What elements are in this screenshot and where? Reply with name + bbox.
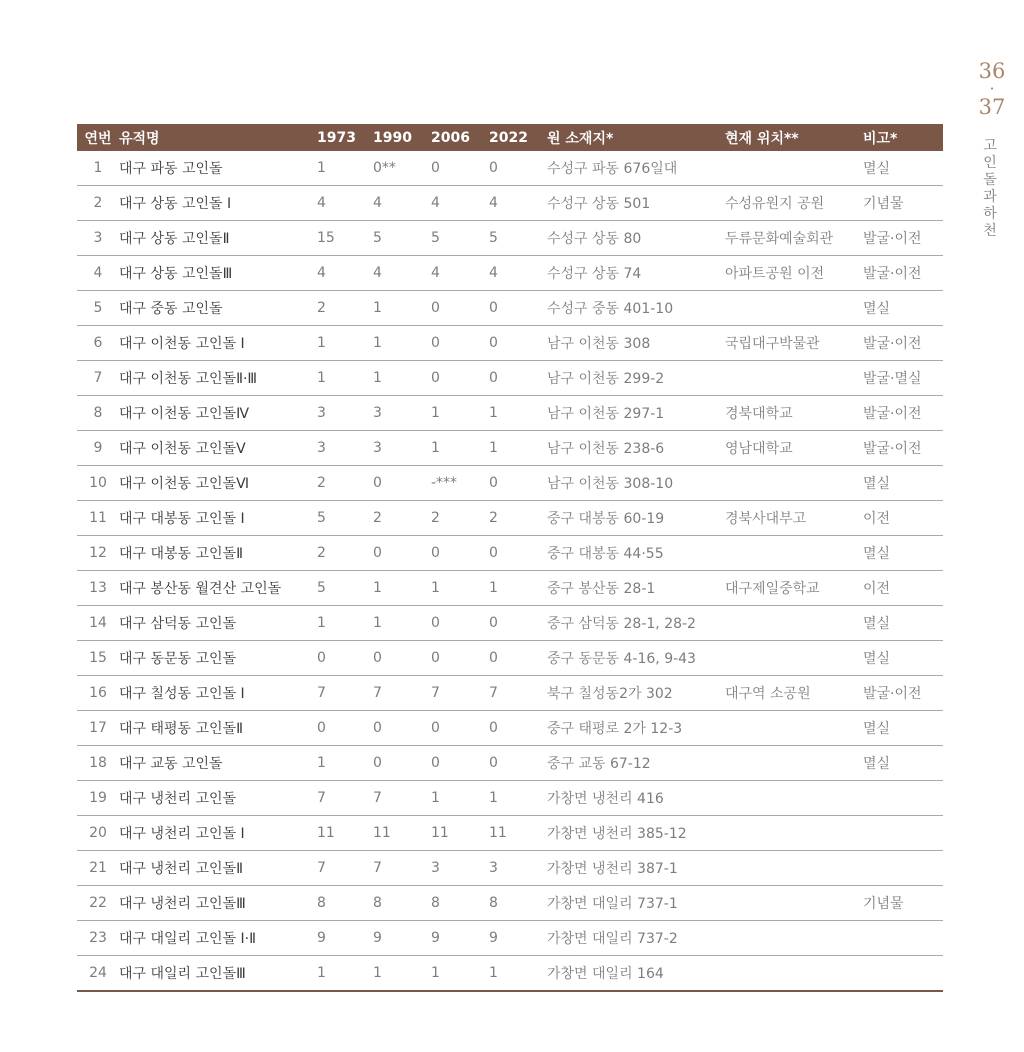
cell-count-2022: 1 [489, 956, 547, 992]
cell-count-1990: 0 [373, 711, 431, 746]
cell-origin-location: 남구 이천동 308 [547, 326, 725, 361]
cell-count-2006: 8 [431, 886, 489, 921]
cell-no: 9 [77, 431, 119, 466]
cell-note: 발굴·이전 [863, 326, 943, 361]
cell-count-1973: 1 [317, 151, 373, 186]
cell-count-2022: 8 [489, 886, 547, 921]
cell-origin-location: 중구 태평로 2가 12-3 [547, 711, 725, 746]
cell-count-2006: 0 [431, 326, 489, 361]
table-row [77, 886, 943, 921]
cell-site-name: 대구 냉천리 고인돌 Ⅰ [119, 816, 317, 851]
table-row [77, 361, 943, 396]
table-row [77, 641, 943, 676]
cell-note: 멸실 [863, 606, 943, 641]
cell-count-2022: 1 [489, 571, 547, 606]
cell-site-name: 대구 대일리 고인돌Ⅲ [119, 956, 317, 992]
table-row [77, 536, 943, 571]
cell-site-name: 대구 대봉동 고인돌 Ⅰ [119, 501, 317, 536]
cell-origin-location: 중구 삼덕동 28-1, 28-2 [547, 606, 725, 641]
cell-current-location [725, 851, 863, 886]
table-row [77, 781, 943, 816]
cell-current-location [725, 746, 863, 781]
table-row [77, 851, 943, 886]
cell-current-location [725, 151, 863, 186]
cell-count-1990: 3 [373, 396, 431, 431]
cell-count-1973: 9 [317, 921, 373, 956]
table-row [77, 921, 943, 956]
cell-origin-location: 수성구 상동 501 [547, 186, 725, 221]
side-title-char: 천 [983, 223, 997, 239]
cell-site-name: 대구 중동 고인돌 [119, 291, 317, 326]
cell-count-2022: 1 [489, 431, 547, 466]
cell-origin-location: 북구 칠성동2가 302 [547, 676, 725, 711]
cell-origin-location: 수성구 중동 401-10 [547, 291, 725, 326]
cell-note: 멸실 [863, 151, 943, 186]
side-title-char: 하 [983, 206, 997, 222]
cell-count-1990: 1 [373, 326, 431, 361]
cell-note: 기념물 [863, 886, 943, 921]
cell-origin-location: 중구 봉산동 28-1 [547, 571, 725, 606]
cell-note: 발굴·이전 [863, 431, 943, 466]
cell-count-2006: 1 [431, 781, 489, 816]
cell-no: 6 [77, 326, 119, 361]
table-row [77, 676, 943, 711]
cell-current-location [725, 711, 863, 746]
cell-site-name: 대구 대봉동 고인돌Ⅱ [119, 536, 317, 571]
cell-count-1973: 5 [317, 501, 373, 536]
cell-count-2006: 0 [431, 291, 489, 326]
cell-site-name: 대구 이천동 고인돌Ⅱ·Ⅲ [119, 361, 317, 396]
cell-count-2022: 0 [489, 466, 547, 501]
cell-count-2006: 11 [431, 816, 489, 851]
cell-site-name: 대구 냉천리 고인돌Ⅲ [119, 886, 317, 921]
cell-count-2006: 0 [431, 536, 489, 571]
cell-current-location [725, 291, 863, 326]
cell-origin-location: 가창면 냉천리 416 [547, 781, 725, 816]
cell-origin-location: 남구 이천동 308-10 [547, 466, 725, 501]
cell-note: 멸실 [863, 291, 943, 326]
cell-count-2006: 3 [431, 851, 489, 886]
cell-no: 8 [77, 396, 119, 431]
cell-count-1990: 4 [373, 186, 431, 221]
cell-count-2006: 7 [431, 676, 489, 711]
cell-origin-location: 수성구 상동 80 [547, 221, 725, 256]
cell-current-location: 두류문화예술회관 [725, 221, 863, 256]
cell-count-1990: 1 [373, 291, 431, 326]
cell-count-1990: 1 [373, 606, 431, 641]
cell-note [863, 781, 943, 816]
cell-count-1973: 1 [317, 956, 373, 992]
cell-count-2006: 4 [431, 186, 489, 221]
header-current: 현재 위치** [725, 124, 863, 151]
table-row [77, 221, 943, 256]
cell-count-2006: 0 [431, 606, 489, 641]
cell-site-name: 대구 상동 고인돌Ⅲ [119, 256, 317, 291]
cell-note: 발굴·이전 [863, 256, 943, 291]
page-number [974, 60, 1010, 118]
cell-count-1973: 3 [317, 396, 373, 431]
cell-count-2022: 0 [489, 361, 547, 396]
cell-count-2022: 1 [489, 396, 547, 431]
cell-note: 기념물 [863, 186, 943, 221]
cell-site-name: 대구 이천동 고인돌Ⅳ [119, 396, 317, 431]
cell-note: 이전 [863, 501, 943, 536]
cell-count-1990: 2 [373, 501, 431, 536]
cell-site-name: 대구 이천동 고인돌 Ⅰ [119, 326, 317, 361]
cell-origin-location: 중구 교동 67-12 [547, 746, 725, 781]
cell-current-location: 경북사대부고 [725, 501, 863, 536]
cell-origin-location: 가창면 대일리 737-2 [547, 921, 725, 956]
dolmen-sites-table [77, 124, 943, 992]
cell-count-2022: 11 [489, 816, 547, 851]
cell-no: 12 [77, 536, 119, 571]
table-header-row [77, 124, 943, 151]
cell-count-1990: 5 [373, 221, 431, 256]
cell-count-2022: 5 [489, 221, 547, 256]
cell-site-name: 대구 이천동 고인돌Ⅵ [119, 466, 317, 501]
cell-count-2006: 0 [431, 151, 489, 186]
cell-origin-location: 가창면 대일리 164 [547, 956, 725, 992]
cell-count-2022: 0 [489, 151, 547, 186]
cell-count-2006: 1 [431, 431, 489, 466]
cell-count-2022: 2 [489, 501, 547, 536]
side-title-char: 돌 [983, 172, 997, 188]
cell-origin-location: 남구 이천동 299-2 [547, 361, 725, 396]
cell-count-1973: 7 [317, 781, 373, 816]
cell-site-name: 대구 대일리 고인돌 Ⅰ·Ⅱ [119, 921, 317, 956]
cell-current-location: 대구역 소공원 [725, 676, 863, 711]
cell-note [863, 921, 943, 956]
cell-site-name: 대구 냉천리 고인돌Ⅱ [119, 851, 317, 886]
cell-count-1973: 8 [317, 886, 373, 921]
cell-count-1990: 0 [373, 641, 431, 676]
cell-count-2022: 9 [489, 921, 547, 956]
header-2022: 2022 [489, 124, 547, 151]
cell-origin-location: 중구 대봉동 44·55 [547, 536, 725, 571]
cell-site-name: 대구 상동 고인돌 Ⅰ [119, 186, 317, 221]
cell-no: 13 [77, 571, 119, 606]
header-no: 연번 [77, 124, 119, 151]
cell-no: 20 [77, 816, 119, 851]
table-row [77, 256, 943, 291]
cell-current-location [725, 466, 863, 501]
cell-site-name: 대구 칠성동 고인돌 Ⅰ [119, 676, 317, 711]
cell-current-location [725, 816, 863, 851]
cell-no: 17 [77, 711, 119, 746]
cell-origin-location: 남구 이천동 238-6 [547, 431, 725, 466]
cell-origin-location: 가창면 냉천리 385-12 [547, 816, 725, 851]
cell-current-location [725, 921, 863, 956]
header-origin: 원 소재지* [547, 124, 725, 151]
cell-count-2022: 0 [489, 711, 547, 746]
header-1973: 1973 [317, 124, 373, 151]
cell-note: 이전 [863, 571, 943, 606]
cell-count-2022: 0 [489, 326, 547, 361]
table-row [77, 571, 943, 606]
cell-count-2022: 3 [489, 851, 547, 886]
cell-count-2006: 5 [431, 221, 489, 256]
cell-count-1990: 7 [373, 851, 431, 886]
cell-count-2006: 1 [431, 396, 489, 431]
cell-count-1990: 4 [373, 256, 431, 291]
table-row [77, 466, 943, 501]
cell-count-2006: -*** [431, 466, 489, 501]
cell-count-2006: 4 [431, 256, 489, 291]
cell-count-2006: 1 [431, 956, 489, 992]
cell-no: 1 [77, 151, 119, 186]
cell-no: 16 [77, 676, 119, 711]
cell-no: 3 [77, 221, 119, 256]
cell-current-location: 경북대학교 [725, 396, 863, 431]
cell-count-1990: 8 [373, 886, 431, 921]
cell-no: 14 [77, 606, 119, 641]
cell-current-location: 아파트공원 이전 [725, 256, 863, 291]
cell-site-name: 대구 삼덕동 고인돌 [119, 606, 317, 641]
cell-count-1973: 5 [317, 571, 373, 606]
cell-count-1973: 1 [317, 361, 373, 396]
cell-count-1973: 4 [317, 256, 373, 291]
table-row [77, 956, 943, 992]
cell-origin-location: 수성구 파동 676일대 [547, 151, 725, 186]
table-row [77, 291, 943, 326]
table-row [77, 431, 943, 466]
cell-note [863, 816, 943, 851]
cell-count-1990: 1 [373, 571, 431, 606]
table-row [77, 711, 943, 746]
cell-current-location: 영남대학교 [725, 431, 863, 466]
cell-count-2022: 0 [489, 606, 547, 641]
cell-current-location: 수성유원지 공원 [725, 186, 863, 221]
cell-count-1973: 0 [317, 711, 373, 746]
cell-count-1973: 7 [317, 851, 373, 886]
cell-current-location [725, 956, 863, 992]
cell-count-1990: 0 [373, 466, 431, 501]
page-number-left: 36 [978, 59, 1006, 83]
cell-count-1973: 1 [317, 326, 373, 361]
table-row [77, 606, 943, 641]
cell-count-2006: 0 [431, 711, 489, 746]
page-number-right: 37 [978, 95, 1006, 119]
cell-no: 15 [77, 641, 119, 676]
cell-current-location [725, 886, 863, 921]
side-title-char: 인 [983, 155, 997, 171]
cell-count-1990: 0** [373, 151, 431, 186]
cell-count-1973: 15 [317, 221, 373, 256]
cell-count-1973: 4 [317, 186, 373, 221]
cell-site-name: 대구 이천동 고인돌Ⅴ [119, 431, 317, 466]
cell-site-name: 대구 봉산동 월견산 고인돌 [119, 571, 317, 606]
cell-count-1990: 9 [373, 921, 431, 956]
cell-count-2006: 0 [431, 746, 489, 781]
cell-origin-location: 남구 이천동 297-1 [547, 396, 725, 431]
cell-count-2006: 0 [431, 641, 489, 676]
cell-site-name: 대구 태평동 고인돌Ⅱ [119, 711, 317, 746]
cell-site-name: 대구 동문동 고인돌 [119, 641, 317, 676]
cell-count-1990: 1 [373, 361, 431, 396]
cell-count-1973: 3 [317, 431, 373, 466]
header-note: 비고* [863, 124, 943, 151]
cell-current-location [725, 606, 863, 641]
side-title-char: 고 [983, 138, 997, 154]
cell-no: 5 [77, 291, 119, 326]
cell-count-2022: 4 [489, 256, 547, 291]
table-row [77, 501, 943, 536]
cell-count-1990: 7 [373, 676, 431, 711]
cell-count-1973: 7 [317, 676, 373, 711]
cell-current-location [725, 641, 863, 676]
cell-count-1973: 2 [317, 291, 373, 326]
cell-no: 19 [77, 781, 119, 816]
cell-count-1990: 11 [373, 816, 431, 851]
header-1990: 1990 [373, 124, 431, 151]
cell-no: 11 [77, 501, 119, 536]
cell-note: 발굴·이전 [863, 221, 943, 256]
cell-no: 24 [77, 956, 119, 992]
cell-count-1973: 1 [317, 746, 373, 781]
table-body [77, 151, 943, 991]
cell-count-1990: 0 [373, 746, 431, 781]
cell-note: 멸실 [863, 536, 943, 571]
cell-count-2022: 0 [489, 291, 547, 326]
cell-no: 7 [77, 361, 119, 396]
cell-origin-location: 가창면 냉천리 387-1 [547, 851, 725, 886]
cell-count-2006: 2 [431, 501, 489, 536]
cell-no: 4 [77, 256, 119, 291]
cell-site-name: 대구 파동 고인돌 [119, 151, 317, 186]
cell-count-2022: 0 [489, 536, 547, 571]
cell-count-2022: 4 [489, 186, 547, 221]
table-row [77, 816, 943, 851]
table-row [77, 186, 943, 221]
cell-note: 발굴·이전 [863, 396, 943, 431]
header-name: 유적명 [119, 124, 317, 151]
cell-current-location: 국립대구박물관 [725, 326, 863, 361]
cell-no: 21 [77, 851, 119, 886]
cell-no: 23 [77, 921, 119, 956]
cell-note: 발굴·이전 [863, 676, 943, 711]
cell-origin-location: 가창면 대일리 737-1 [547, 886, 725, 921]
cell-note: 발굴·멸실 [863, 361, 943, 396]
header-2006: 2006 [431, 124, 489, 151]
cell-current-location: 대구제일중학교 [725, 571, 863, 606]
cell-origin-location: 중구 동문동 4-16, 9-43 [547, 641, 725, 676]
cell-note: 멸실 [863, 466, 943, 501]
cell-count-2022: 1 [489, 781, 547, 816]
cell-no: 10 [77, 466, 119, 501]
side-title-char: 과 [983, 189, 997, 205]
cell-no: 18 [77, 746, 119, 781]
cell-count-1973: 2 [317, 466, 373, 501]
cell-site-name: 대구 상동 고인돌Ⅱ [119, 221, 317, 256]
cell-current-location [725, 361, 863, 396]
table-row [77, 746, 943, 781]
cell-no: 2 [77, 186, 119, 221]
cell-note [863, 851, 943, 886]
cell-count-1973: 1 [317, 606, 373, 641]
cell-count-1973: 0 [317, 641, 373, 676]
cell-current-location [725, 781, 863, 816]
cell-site-name: 대구 냉천리 고인돌 [119, 781, 317, 816]
cell-note: 멸실 [863, 641, 943, 676]
table-row [77, 396, 943, 431]
cell-count-2006: 0 [431, 361, 489, 396]
cell-count-1973: 2 [317, 536, 373, 571]
cell-count-1990: 1 [373, 956, 431, 992]
page-number-separator: · [989, 79, 995, 98]
cell-count-2022: 0 [489, 746, 547, 781]
cell-origin-location: 중구 대봉동 60-19 [547, 501, 725, 536]
cell-count-1990: 7 [373, 781, 431, 816]
cell-count-2006: 9 [431, 921, 489, 956]
cell-current-location [725, 536, 863, 571]
cell-origin-location: 수성구 상동 74 [547, 256, 725, 291]
cell-count-2006: 1 [431, 571, 489, 606]
cell-no: 22 [77, 886, 119, 921]
cell-count-2022: 0 [489, 641, 547, 676]
cell-count-1973: 11 [317, 816, 373, 851]
cell-note [863, 956, 943, 992]
cell-site-name: 대구 교동 고인돌 [119, 746, 317, 781]
cell-count-1990: 0 [373, 536, 431, 571]
table-row [77, 326, 943, 361]
cell-count-2022: 7 [489, 676, 547, 711]
cell-count-1990: 3 [373, 431, 431, 466]
table-row [77, 151, 943, 186]
cell-note: 멸실 [863, 711, 943, 746]
chapter-side-title [978, 138, 1002, 240]
cell-note: 멸실 [863, 746, 943, 781]
